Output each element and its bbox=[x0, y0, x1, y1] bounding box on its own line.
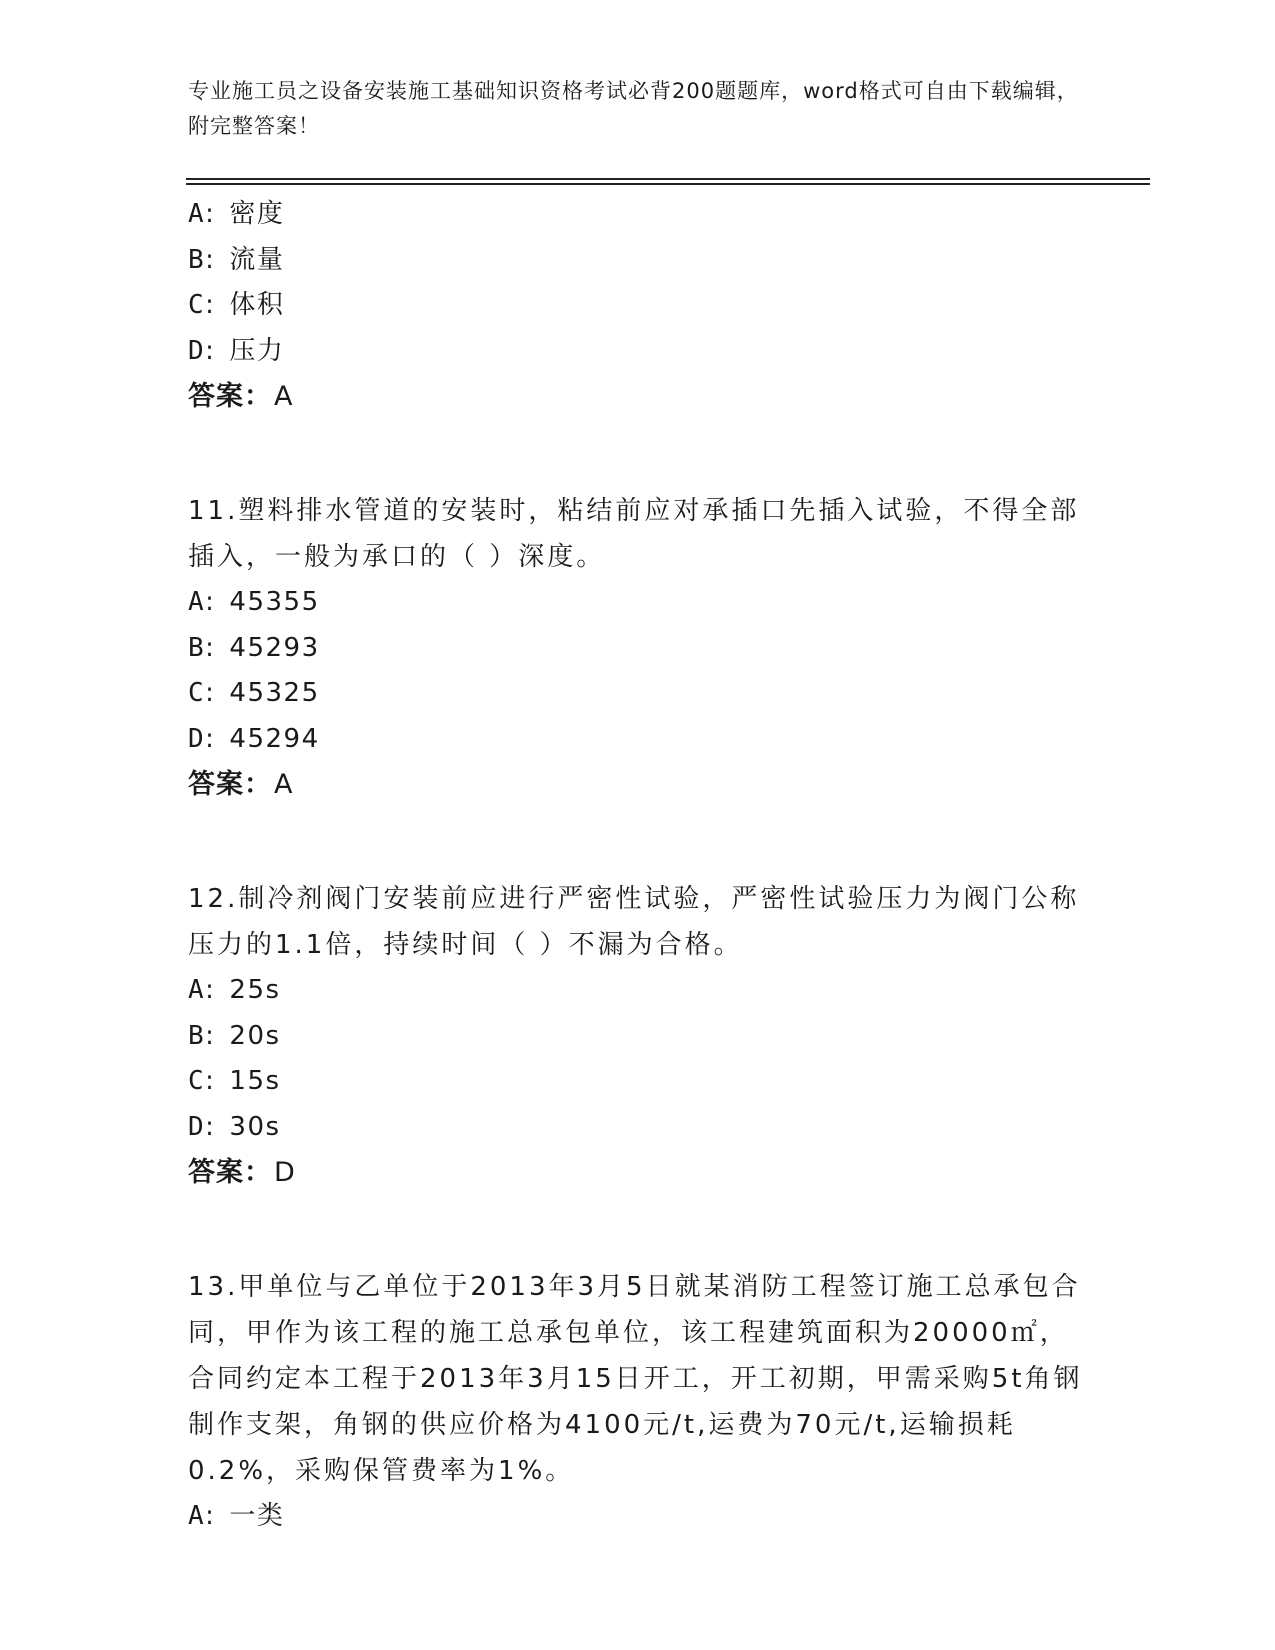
option-c: C: 45325 bbox=[188, 678, 320, 708]
question-block bbox=[188, 488, 1088, 808]
option-a: A: 45355 bbox=[188, 587, 320, 617]
answer-line: 答案：A bbox=[188, 769, 294, 800]
option-a: A: 密度 bbox=[188, 199, 285, 229]
question-list bbox=[188, 192, 1088, 1540]
option-b: B: 流量 bbox=[188, 244, 285, 275]
option-b: B: 45293 bbox=[188, 632, 320, 663]
question-stem: 13.甲单位与乙单位于2013年3月5日就某消防工程签订施工总承包合同，甲作为该工程的施工总承包单位，该工程建筑面积为20000㎡，合同约定本工程于2013年3月15日开工，开工初期，甲需采购5t角钢制作支架，角钢的供应价格为4100元/t,运费为70元/t,运输损耗0.2%，采购保管费率为1%。 bbox=[188, 1272, 1083, 1486]
option-a: A: 25s bbox=[188, 975, 281, 1005]
question-block bbox=[188, 1264, 1088, 1540]
option-c: C: 15s bbox=[188, 1066, 281, 1096]
option-d: D: 30s bbox=[188, 1111, 281, 1142]
question-block bbox=[188, 876, 1088, 1196]
option-c: C: 体积 bbox=[188, 290, 285, 320]
question-stem: 11.塑料排水管道的安装时，粘结前应对承插口先插入试验，不得全部插入，一般为承口的（ ）深度。 bbox=[188, 496, 1080, 572]
answer-line: 答案：D bbox=[188, 1157, 296, 1188]
question-block bbox=[188, 192, 1088, 420]
header-rule-top bbox=[186, 178, 1150, 180]
option-b: B: 20s bbox=[188, 1020, 281, 1051]
question-stem: 12.制冷剂阀门安装前应进行严密性试验，严密性试验压力为阀门公称压力的1.1倍，持续时间（ ）不漏为合格。 bbox=[188, 884, 1080, 960]
answer-line: 答案：A bbox=[188, 381, 294, 412]
header-rule-bottom bbox=[186, 183, 1150, 185]
option-a: A: 一类 bbox=[188, 1501, 285, 1531]
option-d: D: 压力 bbox=[188, 335, 285, 366]
page-header: 专业施工员之设备安装施工基础知识资格考试必背200题题库，word格式可自由下载编辑，附完整答案！ bbox=[188, 79, 1079, 138]
option-d: D: 45294 bbox=[188, 723, 320, 754]
